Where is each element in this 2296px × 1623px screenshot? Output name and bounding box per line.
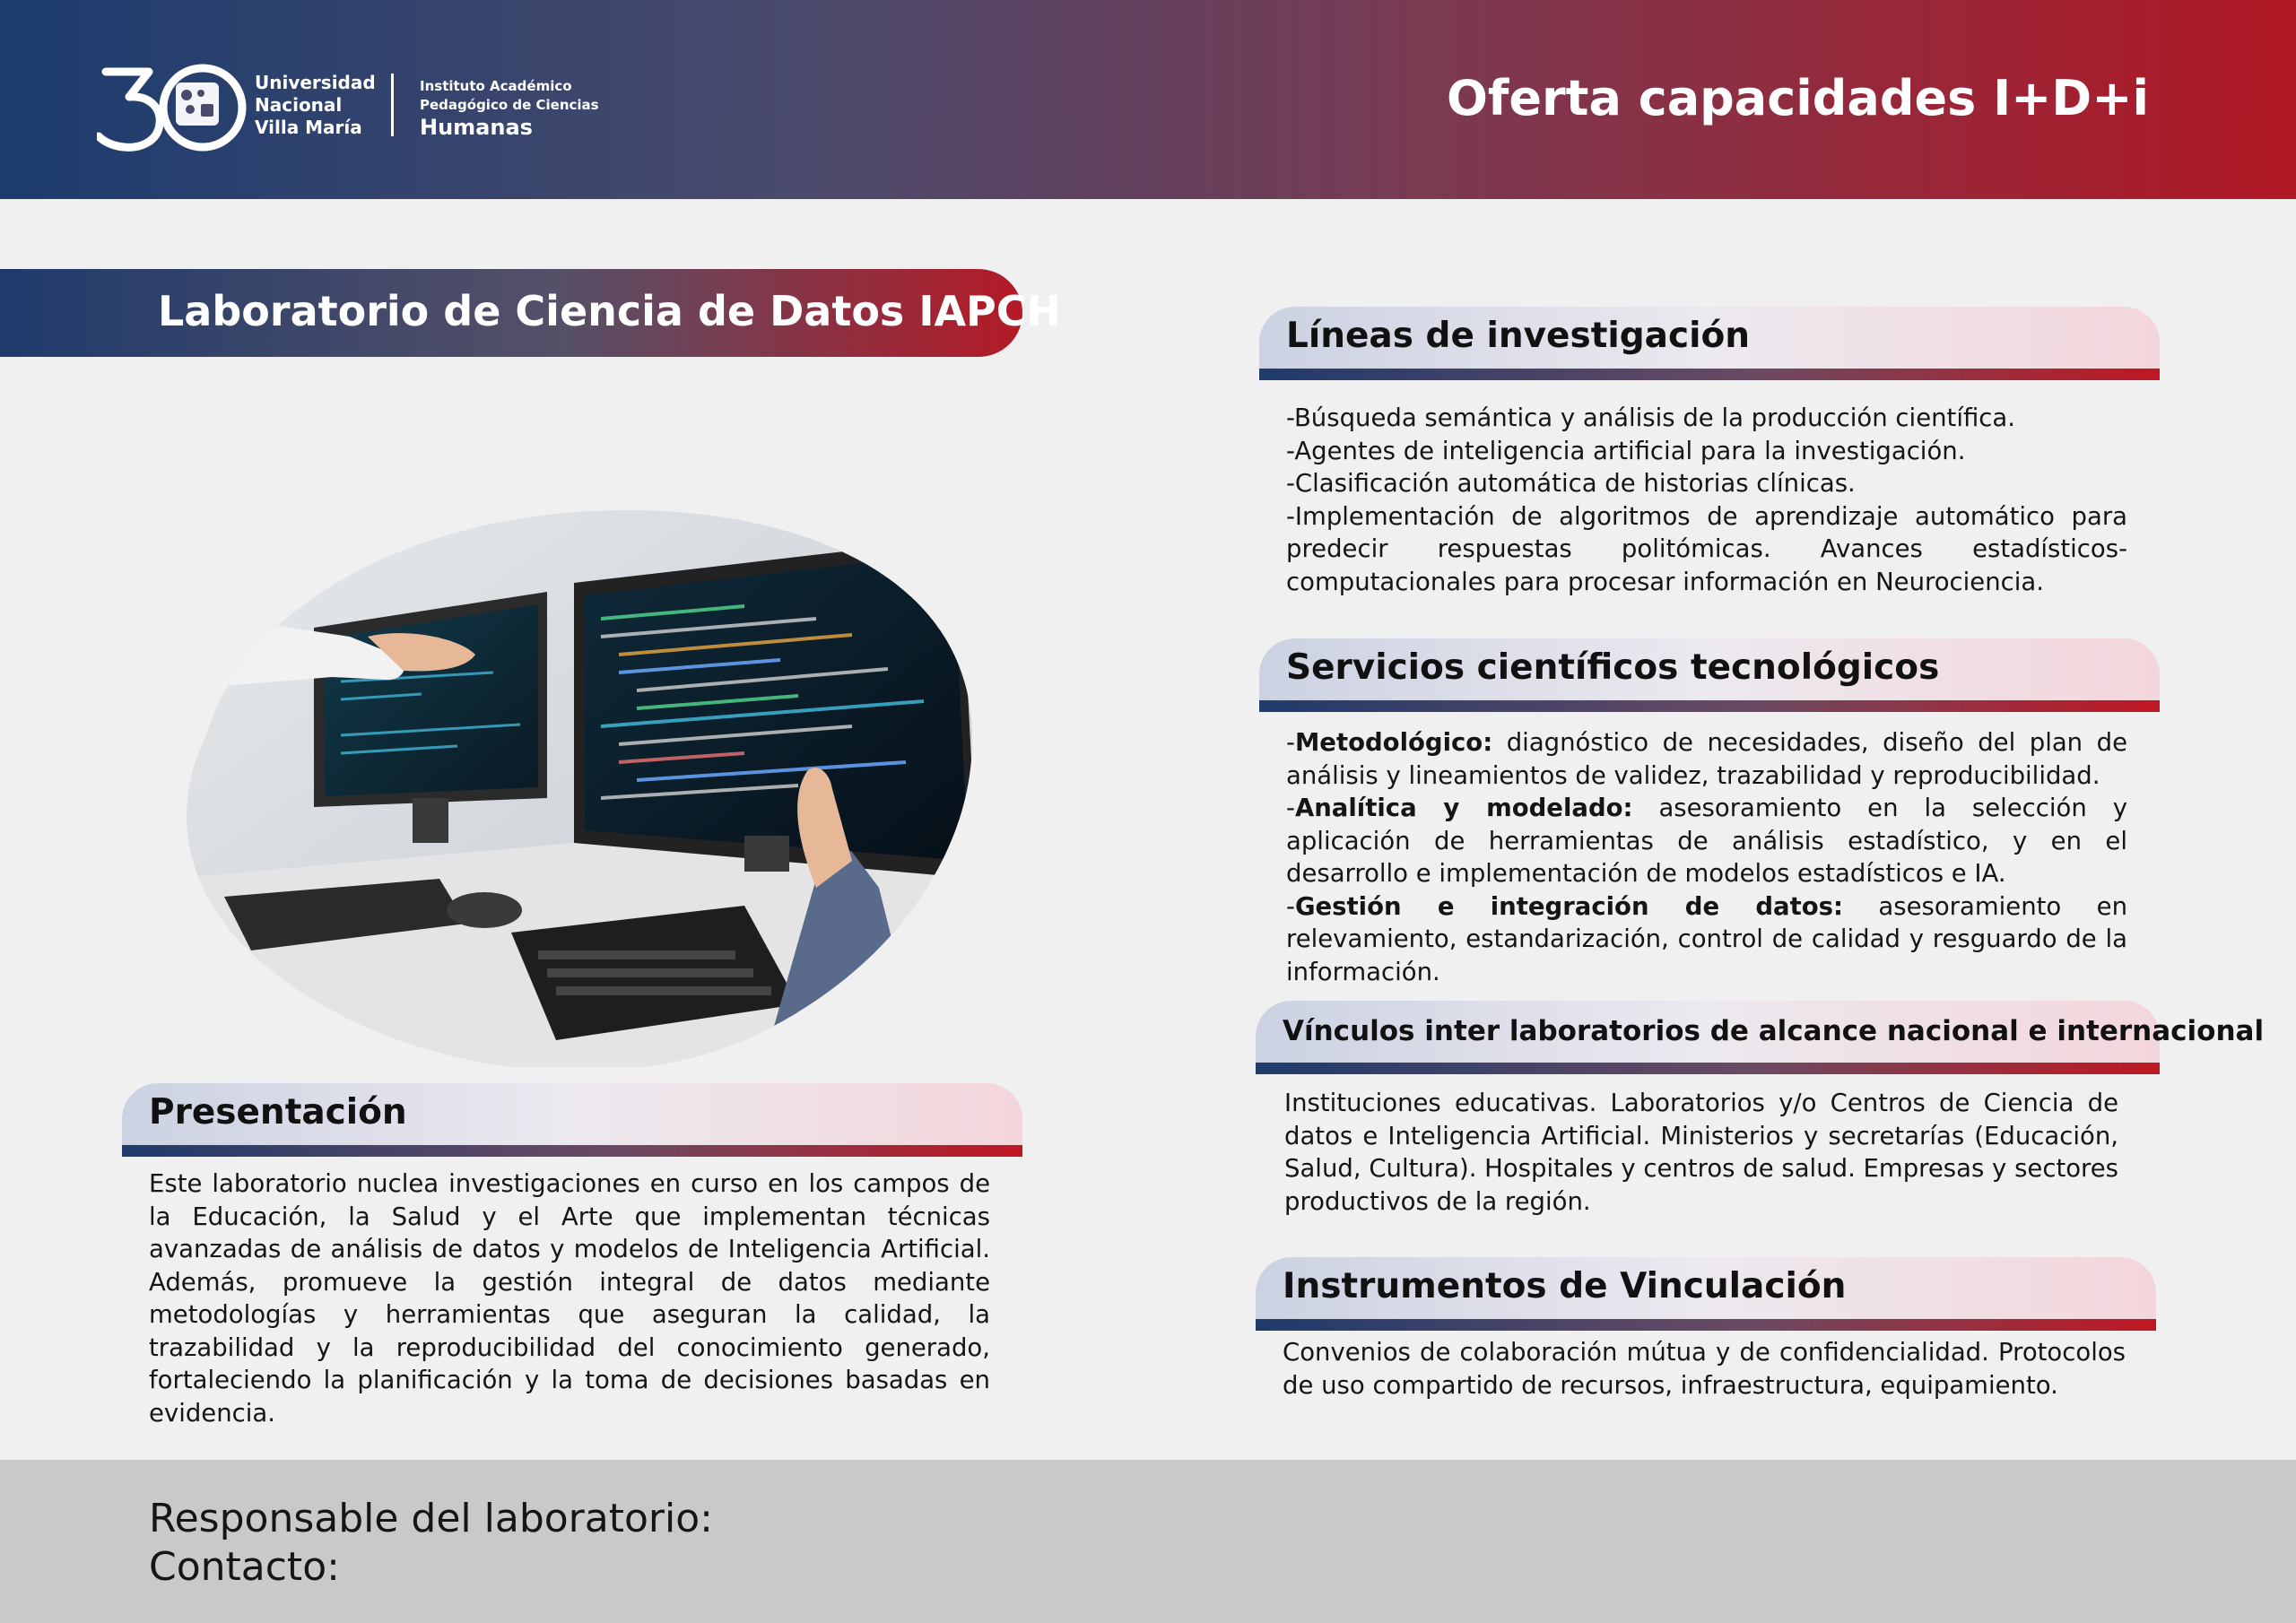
instrumentos-title: Instrumentos de Vinculación bbox=[1283, 1266, 1847, 1306]
unvm-logo bbox=[97, 59, 599, 152]
list-item: -Metodológico: diagnóstico de necesidades, diseño del plan de análisis y lineamientos de validez, trazabilidad y reproducibilidad. bbox=[1286, 728, 2127, 790]
lineas-list bbox=[1286, 402, 2127, 598]
university-name: Universidad Nacional Villa María bbox=[255, 72, 376, 138]
header-bar bbox=[0, 0, 2296, 199]
list-item: -Búsqueda semántica y análisis de la producción científica. bbox=[1286, 404, 2015, 432]
lab-title-banner bbox=[0, 269, 1062, 357]
instrumentos-text: Convenios de colaboración mútua y de confidencialidad. Protocolos de uso compartido de recursos, infraestructura, equipamiento. bbox=[1283, 1338, 2126, 1400]
computer-workstation-photo bbox=[170, 502, 978, 1067]
presentacion-title: Presentación bbox=[149, 1092, 407, 1133]
contacto-label: Contacto: bbox=[149, 1544, 340, 1590]
servicios-list bbox=[1286, 726, 2127, 988]
list-item: -Gestión e integración de datos: asesoramiento en relevamiento, estandarización, control de calidad y resguardo de la información. bbox=[1286, 891, 2127, 986]
institute-name: Instituto Académico Pedagógico de Ciencias Humanas bbox=[420, 78, 599, 140]
lab-title: Laboratorio de Ciencia de Datos IAPCH bbox=[158, 287, 1062, 335]
instrumentos-header bbox=[1256, 1257, 2156, 1331]
vinculos-text: Instituciones educativas. Laboratorios y/o Centros de Ciencia de datos e Inteligencia Artificial. Ministerios y secretarías (Educación, Salud, Cultura). Hospitales y centros de salud. Empresas y sectores productivos de la región. bbox=[1284, 1089, 2118, 1216]
vinculos-title: Vínculos inter laboratorios de alcance nacional e internacional bbox=[1283, 1015, 2265, 1047]
logo-divider bbox=[391, 74, 394, 136]
servicios-header bbox=[1259, 638, 2160, 712]
list-item: -Clasificación automática de historias clínicas. bbox=[1286, 469, 1856, 498]
list-item: -Implementación de algoritmos de aprendizaje automático para predecir respuestas politómicas. Avances estadísticos-computacionales para procesar información en Neurociencia. bbox=[1286, 501, 2127, 596]
list-item: -Agentes de inteligencia artificial para la investigación. bbox=[1286, 436, 1966, 465]
list-item: -Analítica y modelado: asesoramiento en la selección y aplicación de herramientas de análisis estadístico, y en el desarrollo e implementación de modelos estadísticos e IA. bbox=[1286, 794, 2128, 888]
page-title: Oferta capacidades I+D+i bbox=[1447, 70, 2149, 126]
servicios-title: Servicios científicos tecnológicos bbox=[1286, 647, 1940, 688]
lineas-title: Líneas de investigación bbox=[1286, 316, 1750, 356]
lineas-header bbox=[1259, 307, 2160, 380]
thirty-years-logo-icon bbox=[97, 59, 248, 152]
responsable-label: Responsable del laboratorio: bbox=[149, 1496, 713, 1541]
footer-bar bbox=[0, 1460, 2296, 1623]
presentacion-header bbox=[122, 1083, 1022, 1157]
presentacion-text: Este laboratorio nuclea investigaciones en curso en los campos de la Educación, la Salud y el Arte que implementan técnicas avanzadas de análisis de datos y modelos de Inteligencia Artificial. Además, promueve la gestión integral de datos mediante metodologías y herramientas que aseguran la calidad, la trazabilidad y la reproducibilidad del conocimiento generado, fortaleciendo la planificación y la toma de decisiones basadas en evidencia. bbox=[149, 1169, 990, 1428]
vinculos-header bbox=[1256, 1001, 2265, 1074]
